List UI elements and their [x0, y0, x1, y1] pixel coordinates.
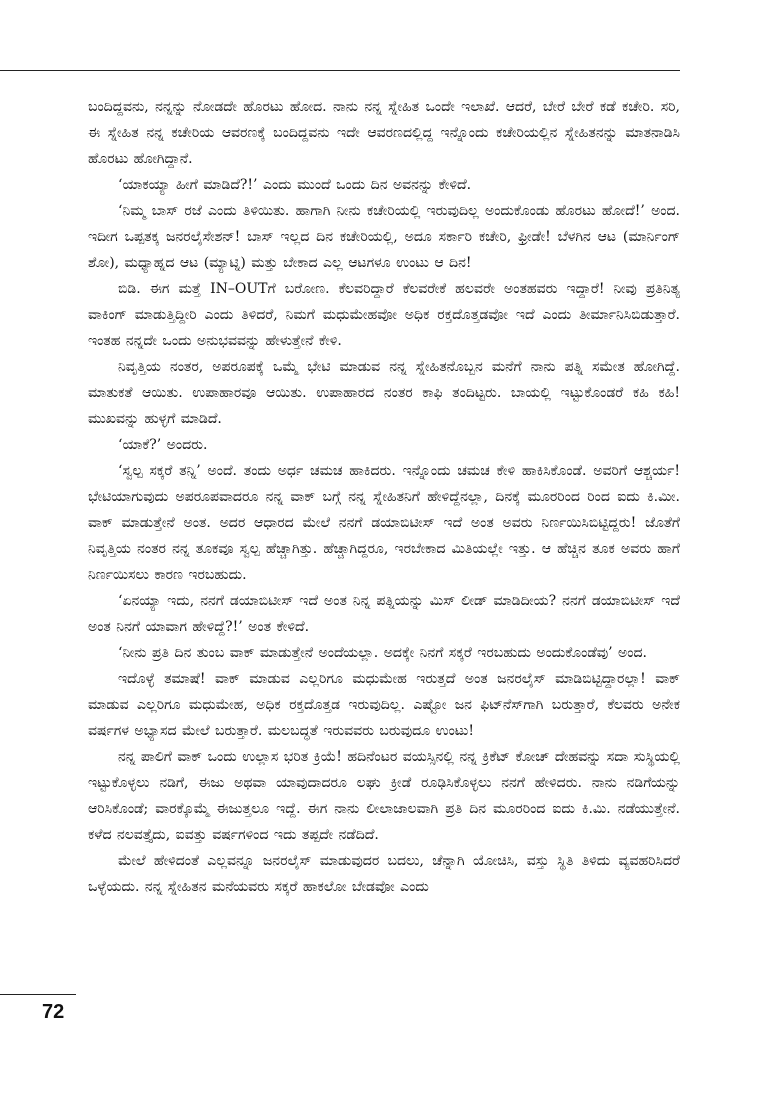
paragraph-3: ‘ನಿಮ್ಮ ಬಾಸ್ ರಜೆ ಎಂದು ತಿಳಿಯಿತು. ಹಾಗಾಗಿ ನೀನು ಕಚೇರಿಯಲ್ಲಿ ಇರುವುದಿಲ್ಲ ಅಂದುಕೊಂಡು ಹೊರಟು ಹೋದೆ!’ ಅಂದ. ಇದೀಗ ಒಪ್ಪತಕ್ಕ ಜನರಲೈಸೇಶನ್! ಬಾಸ್ ಇಲ್ಲದ ದಿನ ಕಚೇರಿಯಲ್ಲಿ, ಅದೂ ಸರ್ಕಾರಿ ಕಚೇರಿ, ಫ್ರೀಡೇ! ಬೆಳಗಿನ ಆಟ (ಮಾರ್ನಿಂಗ್ ಶೋ), ಮಧ್ಯಾಹ್ನದ ಆಟ (ಮ್ಯಾಟ್ನಿ) ಮತ್ತು ಬೇಕಾದ ಎಲ್ಲ ಆಟಗಳೂ ಉಂಟು ಆ ದಿನ!: [88, 203, 680, 271]
paragraph-12: ಮೇಲೆ ಹೇಳಿದಂತೆ ಎಲ್ಲವನ್ನೂ ಜನರಲೈಸ್ ಮಾಡುವುದರ ಬದಲು, ಚೆನ್ನಾಗಿ ಯೋಚಿಸಿ, ವಸ್ತು ಸ್ಥಿತಿ ತಿಳಿದು ವ್ಯವಹರಿಸಿದರೆ ಒಳ್ಳೆಯದು. ನನ್ನ ಸ್ನೇಹಿತನ ಮನೆಯವರು ಸಕ್ಕರೆ ಹಾಕಲೋ ಬೇಡವೋ ಎಂದು: [88, 853, 680, 895]
paragraph-1: ಬಂದಿದ್ದವನು, ನನ್ನನ್ನು ನೋಡದೇ ಹೊರಟು ಹೋದ. ನಾನು ನನ್ನ ಸ್ನೇಹಿತ ಒಂದೇ ಇಲಾಖೆ. ಆದರೆ, ಬೇರೆ ಬೇರೆ ಕಡೆ ಕಚೇರಿ. ಸರಿ, ಈ ಸ್ನೇಹಿತ ನನ್ನ ಕಚೇರಿಯ ಆವರಣಕ್ಕೆ ಬಂದಿದ್ದವನು ಇದೇ ಆವರಣದಲ್ಲಿದ್ದ ಇನ್ನೊಂದು ಕಚೇರಿಯಲ್ಲಿನ ಸ್ನೇಹಿತನನ್ನು ಮಾತನಾಡಿಸಿ ಹೊರಟು ಹೋಗಿದ್ದಾನೆ.: [88, 99, 680, 167]
bottom-rule: [0, 994, 76, 995]
page-body: [88, 94, 680, 900]
paragraph-5: ನಿವೃತ್ತಿಯ ನಂತರ, ಅಪರೂಪಕ್ಕೆ ಒಮ್ಮೆ ಭೇಟಿ ಮಾಡುವ ನನ್ನ ಸ್ನೇಹಿತನೊಬ್ಬನ ಮನೆಗೆ ನಾನು ಪತ್ನಿ ಸಮೇತ ಹೋಗಿದ್ದೆ. ಮಾತುಕತೆ ಆಯಿತು. ಉಪಾಹಾರವೂ ಆಯಿತು. ಉಪಾಹಾರದ ನಂತರ ಕಾಫಿ ತಂದಿಟ್ಟರು. ಬಾಯಲ್ಲಿ ಇಟ್ಟುಕೊಂಡರೆ ಕಹಿ ಕಹಿ! ಮುಖವನ್ನು ಹುಳ್ಳಗೆ ಮಾಡಿದೆ.: [88, 359, 680, 427]
paragraph-7: ‘ಸ್ವಲ್ಪ ಸಕ್ಕರೆ ತನ್ನಿ’ ಅಂದೆ. ತಂದು ಅರ್ಧ ಚಮಚ ಹಾಕಿದರು. ಇನ್ನೊಂದು ಚಮಚ ಕೇಳಿ ಹಾಕಿಸಿಕೊಂಡೆ. ಅವರಿಗೆ ಆಶ್ಚರ್ಯ! ಭೇಟಿಯಾಗುವುದು ಅಪರೂಪವಾದರೂ ನನ್ನ ವಾಕ್ ಬಗ್ಗೆ ನನ್ನ ಸ್ನೇಹಿತನಿಗೆ ಹೇಳಿದ್ದೆನಲ್ಲಾ, ದಿನಕ್ಕೆ ಮೂರರಿಂದ ರಿಂದ ಐದು ಕಿ.ಮೀ. ವಾಕ್ ಮಾಡುತ್ತೇನೆ ಅಂತ. ಅದರ ಆಧಾರದ ಮೇಲೆ ನನಗೆ ಡಯಾಬಿಟೀಸ್ ಇದೆ ಅಂತ ಅವರು ನಿರ್ಣಯಿಸಿಬಿಟ್ಟಿದ್ದರು! ಜೊತೆಗೆ ನಿವೃತ್ತಿಯ ನಂತರ ನನ್ನ ತೂಕವೂ ಸ್ವಲ್ಪ ಹೆಚ್ಚಾಗಿತ್ತು. ಹೆಚ್ಚಾಗಿದ್ದರೂ, ಇರಬೇಕಾದ ಮಿತಿಯಲ್ಲೇ ಇತ್ತು. ಆ ಹೆಚ್ಚಿನ ತೂಕ ಅವರು ಹಾಗೆ ನಿರ್ಣಯಿಸಲು ಕಾರಣ ಇರಬಹುದು.: [88, 463, 680, 583]
paragraph-2: ‘ಯಾಕಯ್ಯಾ ಹೀಗೆ ಮಾಡಿದೆ?!’ ಎಂದು ಮುಂದೆ ಒಂದು ದಿನ ಅವನನ್ನು ಕೇಳಿದೆ.: [118, 177, 472, 193]
paragraph-11: ನನ್ನ ಪಾಲಿಗೆ ವಾಕ್ ಒಂದು ಉಲ್ಲಾಸ ಭರಿತ ಕ್ರಿಯೆ! ಹದಿನೆಂಟರ ವಯಸ್ಸಿನಲ್ಲಿ ನನ್ನ ಕ್ರಿಕೆಟ್ ಕೋಚ್ ದೇಹವನ್ನು ಸದಾ ಸುಸ್ಥಿಯಲ್ಲಿ ಇಟ್ಟುಕೊಳ್ಳಲು ನಡಿಗೆ, ಈಜು ಅಥವಾ ಯಾವುದಾದರೂ ಲಘು ಕ್ರೀಡೆ ರೂಢಿಸಿಕೊಳ್ಳಲು ನನಗೆ ಹೇಳಿದರು. ನಾನು ನಡಿಗೆಯನ್ನು ಆರಿಸಿಕೊಂಡೆ; ವಾರಕ್ಕೊಮ್ಮೆ ಈಜುತ್ತಲೂ ಇದ್ದೆ. ಈಗ ನಾನು ಲೀಲಾಜಾಲವಾಗಿ ಪ್ರತಿ ದಿನ ಮೂರರಿಂದ ಐದು ಕಿ.ಮಿ. ನಡೆಯುತ್ತೇನೆ. ಕಳೆದ ನಲವತ್ತೈದು, ಐವತ್ತು ವರ್ಷಗಳಿಂದ ಇದು ತಪ್ಪದೇ ನಡೆದಿದೆ.: [88, 749, 680, 843]
paragraph-8: ‘ಏನಯ್ಯಾ ಇದು, ನನಗೆ ಡಯಾಬಿಟೀಸ್ ಇದೆ ಅಂತ ನಿನ್ನ ಪತ್ನಿಯನ್ನು ಮಿಸ್ ಲೀಡ್ ಮಾಡಿದೀಯ? ನನಗೆ ಡಯಾಬಿಟೀಸ್ ಇದೆ ಅಂತ ನಿನಗೆ ಯಾವಾಗ ಹೇಳಿದ್ದೆ?!’ ಅಂತ ಕೇಳಿದೆ.: [88, 593, 680, 635]
page-number: 72: [42, 1001, 65, 1023]
paragraph-4: ಬಿಡಿ. ಈಗ ಮತ್ತೆ IN–OUTಗೆ ಬರೋಣ. ಕೆಲವರಿದ್ದಾರೆ ಕೆಲವರೇಕೆ ಹಲವರೇ ಅಂತಹವರು ಇದ್ದಾರೆ! ನೀವು ಪ್ರತಿನಿತ್ಯ ವಾಕಿಂಗ್ ಮಾಡುತ್ತಿದ್ದೀರಿ ಎಂದು ತಿಳಿದರೆ, ನಿಮಗೆ ಮಧುಮೇಹವೋ ಅಧಿಕ ರಕ್ತದೊತ್ತಡವೋ ಇದೆ ಎಂದು ತೀರ್ಮಾನಿಸಿಬಿಡುತ್ತಾರೆ. ಇಂತಹ ನನ್ನದೇ ಒಂದು ಅನುಭವವನ್ನು ಹೇಳುತ್ತೇನೆ ಕೇಳಿ.: [88, 281, 680, 349]
paragraph-6: ‘ಯಾಕೆ?’ ಅಂದರು.: [118, 437, 208, 453]
paragraph-10: ಇದೊಳ್ಳೆ ತಮಾಷೆ! ವಾಕ್ ಮಾಡುವ ಎಲ್ಲರಿಗೂ ಮಧುಮೇಹ ಇರುತ್ತದೆ ಅಂತ ಜನರಲೈಸ್ ಮಾಡಿಬಿಟ್ಟಿದ್ದಾರಲ್ಲಾ! ವಾಕ್ ಮಾಡುವ ಎಲ್ಲರಿಗೂ ಮಧುಮೇಹ, ಅಧಿಕ ರಕ್ತದೊತ್ತಡ ಇರುವುದಿಲ್ಲ. ಎಷ್ಟೋ ಜನ ಫಿಟ್‌ನೆಸ್‌ಗಾಗಿ ಬರುತ್ತಾರೆ, ಕೆಲವರು ಅನೇಕ ವರ್ಷಗಳ ಅಭ್ಯಾಸದ ಮೇಲೆ ಬರುತ್ತಾರೆ. ಮಲಬದ್ಧತೆ ಇರುವವರು ಬರುವುದೂ ಉಂಟು!: [88, 671, 680, 739]
paragraph-9: ‘ನೀನು ಪ್ರತಿ ದಿನ ತುಂಬ ವಾಕ್ ಮಾಡುತ್ತೇನೆ ಅಂದೆಯಲ್ಲಾ. ಅದಕ್ಕೇ ನಿನಗೆ ಸಕ್ಕರೆ ಇರಬಹುದು ಅಂದುಕೊಂಡೆವು’ ಅಂದ.: [118, 645, 647, 661]
top-rule: [0, 70, 680, 71]
